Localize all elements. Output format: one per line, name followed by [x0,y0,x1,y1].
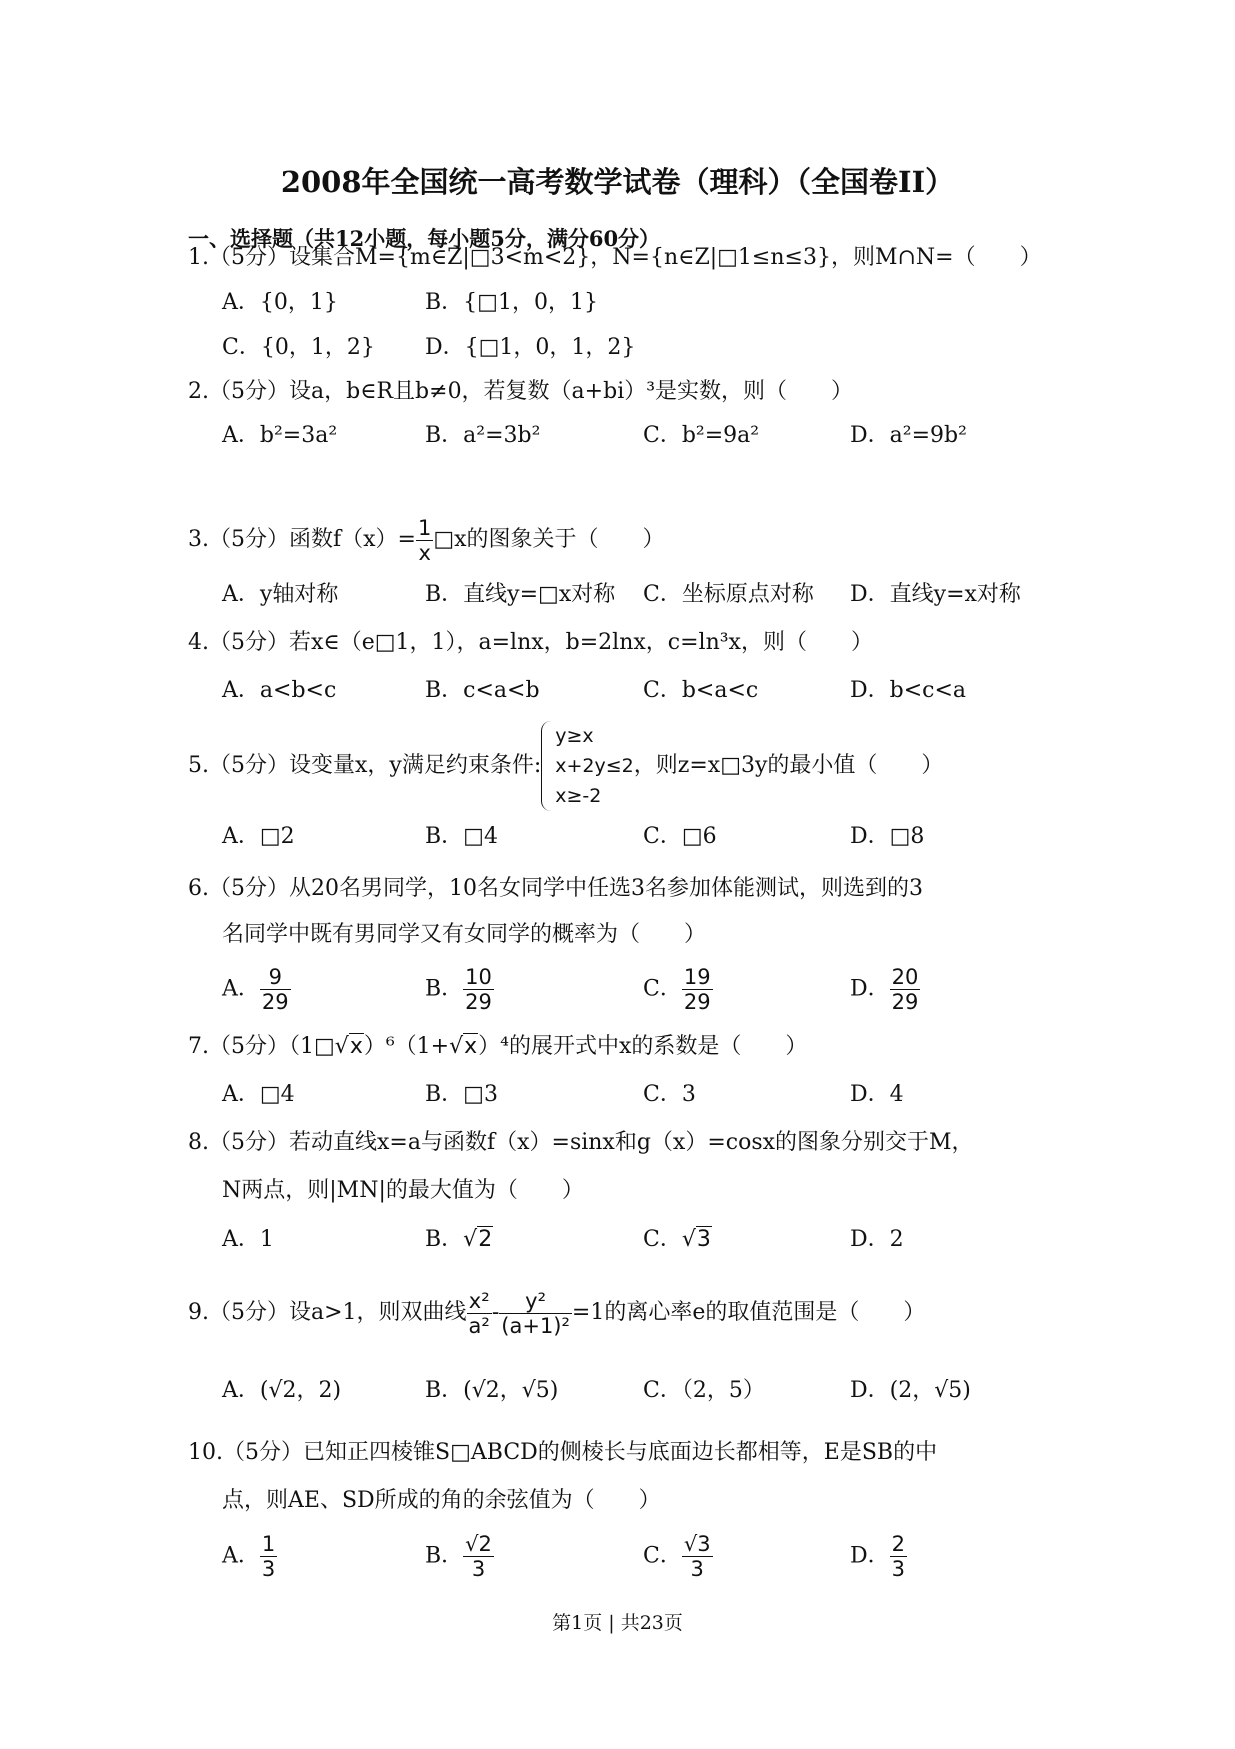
option-c: C．3 [643,1082,696,1107]
option-label: A． [222,1543,260,1569]
constraint-3: x≥-2 [555,785,602,807]
fraction-denominator: 3 [891,1557,906,1581]
question-number: 4. [188,630,209,655]
square-root: √x [334,1034,363,1059]
option-d [850,965,920,1014]
option-label: A． [222,1227,260,1252]
left-brace [541,721,552,811]
fraction-denominator: 3 [261,1557,276,1581]
option-d [850,1225,904,1255]
question-stem-a: （5分）函数f（x）= [209,527,416,552]
minus-sign: - [491,1300,500,1325]
fraction-numerator: x² [467,1289,492,1314]
square-root: √3 [681,1227,711,1252]
question-6-continuation: 名同学中既有男同学又有女同学的概率为（ ） [222,922,707,947]
option-c: C．（2，5） [643,1378,765,1403]
option-d: D．a²=9b² [850,423,967,448]
question-8 [188,1128,974,1158]
fraction-numerator: 19 [683,965,711,989]
option-d: D．4 [850,1082,904,1107]
option-label: B． [425,976,464,1002]
fraction-numerator: 20 [891,965,919,989]
option-label: C． [643,1227,682,1252]
option-a: A．□4 [222,1082,295,1107]
question-5 [188,718,943,814]
option-c: C．b<a<c [643,678,759,703]
fraction [260,965,291,1014]
fraction [682,1532,713,1581]
fraction-numerator: √3 [683,1532,711,1556]
constraint-1: y≥x [555,725,594,747]
option-label: B． [425,1543,464,1569]
fraction-denominator: 3 [690,1557,704,1581]
option-b [425,1532,494,1581]
option-a: A．{0，1} [222,290,338,315]
question-number: 5. [188,753,209,778]
equals-one: =1 [571,1300,605,1325]
fraction [463,1532,494,1581]
question-stem: （5分）设a，b∈R且b≠0，若复数（a+bi）³是实数，则（ ） [209,379,854,404]
option-a: A．y轴对称 [222,582,339,607]
question-number: 8. [188,1130,209,1155]
question-7 [188,1032,807,1062]
option-c [643,1225,712,1255]
question-number: 3. [188,527,209,552]
fraction-numerator: 1 [261,1532,276,1556]
option-c: C．□6 [643,824,717,849]
fraction [682,965,713,1014]
option-a: A．b²=3a² [222,423,338,448]
option-a: A．(√2，2) [222,1378,342,1403]
constraint-2: x+2y≤2 [555,755,634,777]
option-a: A．□2 [222,824,295,849]
option-c: C．坐标原点对称 [643,582,814,607]
question-number: 6. [188,876,209,901]
fraction [260,1532,277,1581]
question-stem-c: ）⁴的展开式中x的系数是（ ） [478,1034,808,1059]
option-c: C．b²=9a² [643,423,760,448]
question-10 [188,1438,937,1468]
option-a: A．a<b<c [222,678,337,703]
question-stem-b: □x的图象关于（ ） [433,527,665,552]
fraction [463,965,494,1014]
question-8-continuation: N两点，则|MN|的最大值为（ ） [222,1178,584,1203]
option-b: B．□3 [425,1082,498,1107]
radicand: 3 [696,1227,711,1252]
question-1 [188,243,1042,273]
fraction-numerator: 9 [260,965,291,990]
question-2 [188,377,853,407]
option-value: 2 [889,1227,904,1252]
option-d: D．{□1，0，1，2} [425,335,636,360]
radicand: x [464,1034,478,1059]
fraction [467,1289,492,1338]
option-b [425,965,494,1014]
option-label: D． [850,976,890,1002]
question-number: 2. [188,379,209,404]
question-stem-b: 的离心率e的取值范围是（ ） [604,1300,926,1325]
question-number: 10. [188,1440,223,1465]
question-3 [188,510,665,570]
option-label: C． [643,1543,682,1569]
option-c [643,1532,713,1581]
fraction-denominator: 29 [261,990,289,1014]
option-label: D． [850,1543,890,1569]
question-6 [188,874,923,904]
question-number: 1. [188,245,209,270]
page-footer: 第1页 | 共23页 [552,1612,683,1634]
question-9 [188,1278,925,1348]
option-b: B．{□1，0，1} [425,290,598,315]
question-stem-a: （5分）（1□ [209,1034,335,1059]
fraction [416,516,433,565]
fraction-numerator: 10 [465,965,492,989]
question-stem: （5分）若动直线x=a与函数f（x）=sinx和g（x）=cosx的图象分别交于M， [209,1130,974,1155]
fraction-denominator: 29 [465,990,492,1014]
question-stem-a: （5分）设变量x，y满足约束条件: [209,753,542,778]
option-a [222,1532,277,1581]
option-b: B．直线y=□x对称 [425,582,616,607]
question-number: 7. [188,1034,209,1059]
question-stem-b: ）⁶（1+ [363,1034,450,1059]
square-root: √x [449,1034,478,1059]
option-d: D．(2，√5) [850,1378,971,1403]
option-c [643,965,713,1014]
fraction [890,1532,907,1581]
fraction-denominator: (a+1)² [501,1313,570,1338]
question-stem: （5分）若x∈（e□1，1），a=lnx，b=2lnx，c=ln³x，则（ ） [209,630,873,655]
question-stem-b: ，则z=x□3y的最小值（ ） [633,753,944,778]
fraction-denominator: x [418,540,431,565]
option-b: B．a²=3b² [425,423,541,448]
fraction-numerator: 1 [417,515,432,540]
option-d: D．b<c<a [850,678,967,703]
question-stem: （5分）已知正四棱锥S□ABCD的侧棱长与底面边长都相等，E是SB的中 [223,1440,938,1465]
question-number: 9. [188,1300,209,1325]
question-stem-a: （5分）设a>1，则双曲线 [209,1300,467,1325]
question-10-continuation: 点，则AE、SD所成的角的余弦值为（ ） [222,1488,661,1513]
fraction-numerator: y² [499,1289,572,1314]
fraction [890,965,921,1014]
option-d: D．直线y=x对称 [850,582,1021,607]
question-stem: （5分）设集合M={m∈Z|□3<m<2}，N={n∈Z|□1≤n≤3}，则M∩N=（ ） [209,245,1042,270]
fraction [499,1289,572,1338]
option-d [850,1532,907,1581]
fraction-denominator: 29 [683,990,711,1014]
option-label: D． [850,1227,890,1252]
radicand: x [349,1034,363,1059]
option-b: B．(√2，√5) [425,1378,559,1403]
question-4 [188,628,873,658]
fraction-denominator: a² [468,1313,490,1338]
page-title: 2008年全国统一高考数学试卷（理科）（全国卷II） [280,165,955,199]
option-label: A． [222,976,260,1002]
option-b: B．□4 [425,824,498,849]
square-root: √2 [463,1227,493,1252]
option-label: B． [425,1227,464,1252]
option-d: D．□8 [850,824,925,849]
option-a [222,1225,274,1255]
constraint-system [541,721,634,811]
option-c: C．{0，1，2} [222,335,375,360]
fraction-denominator: 29 [891,990,919,1014]
radicand: 2 [478,1227,493,1252]
option-value: 1 [259,1227,274,1252]
fraction-numerator: 2 [891,1532,906,1556]
question-stem: （5分）从20名男同学，10名女同学中任选3名参加体能测试，则选到的3 [209,876,923,901]
option-b: B．c<a<b [425,678,540,703]
option-label: C． [643,976,682,1002]
fraction-denominator: 3 [471,1557,486,1581]
option-a [222,965,291,1014]
fraction-numerator: √2 [465,1532,492,1556]
option-b [425,1225,493,1255]
section-heading: 一、选择题（共12小题，每小题5分，满分60分） [188,226,661,251]
